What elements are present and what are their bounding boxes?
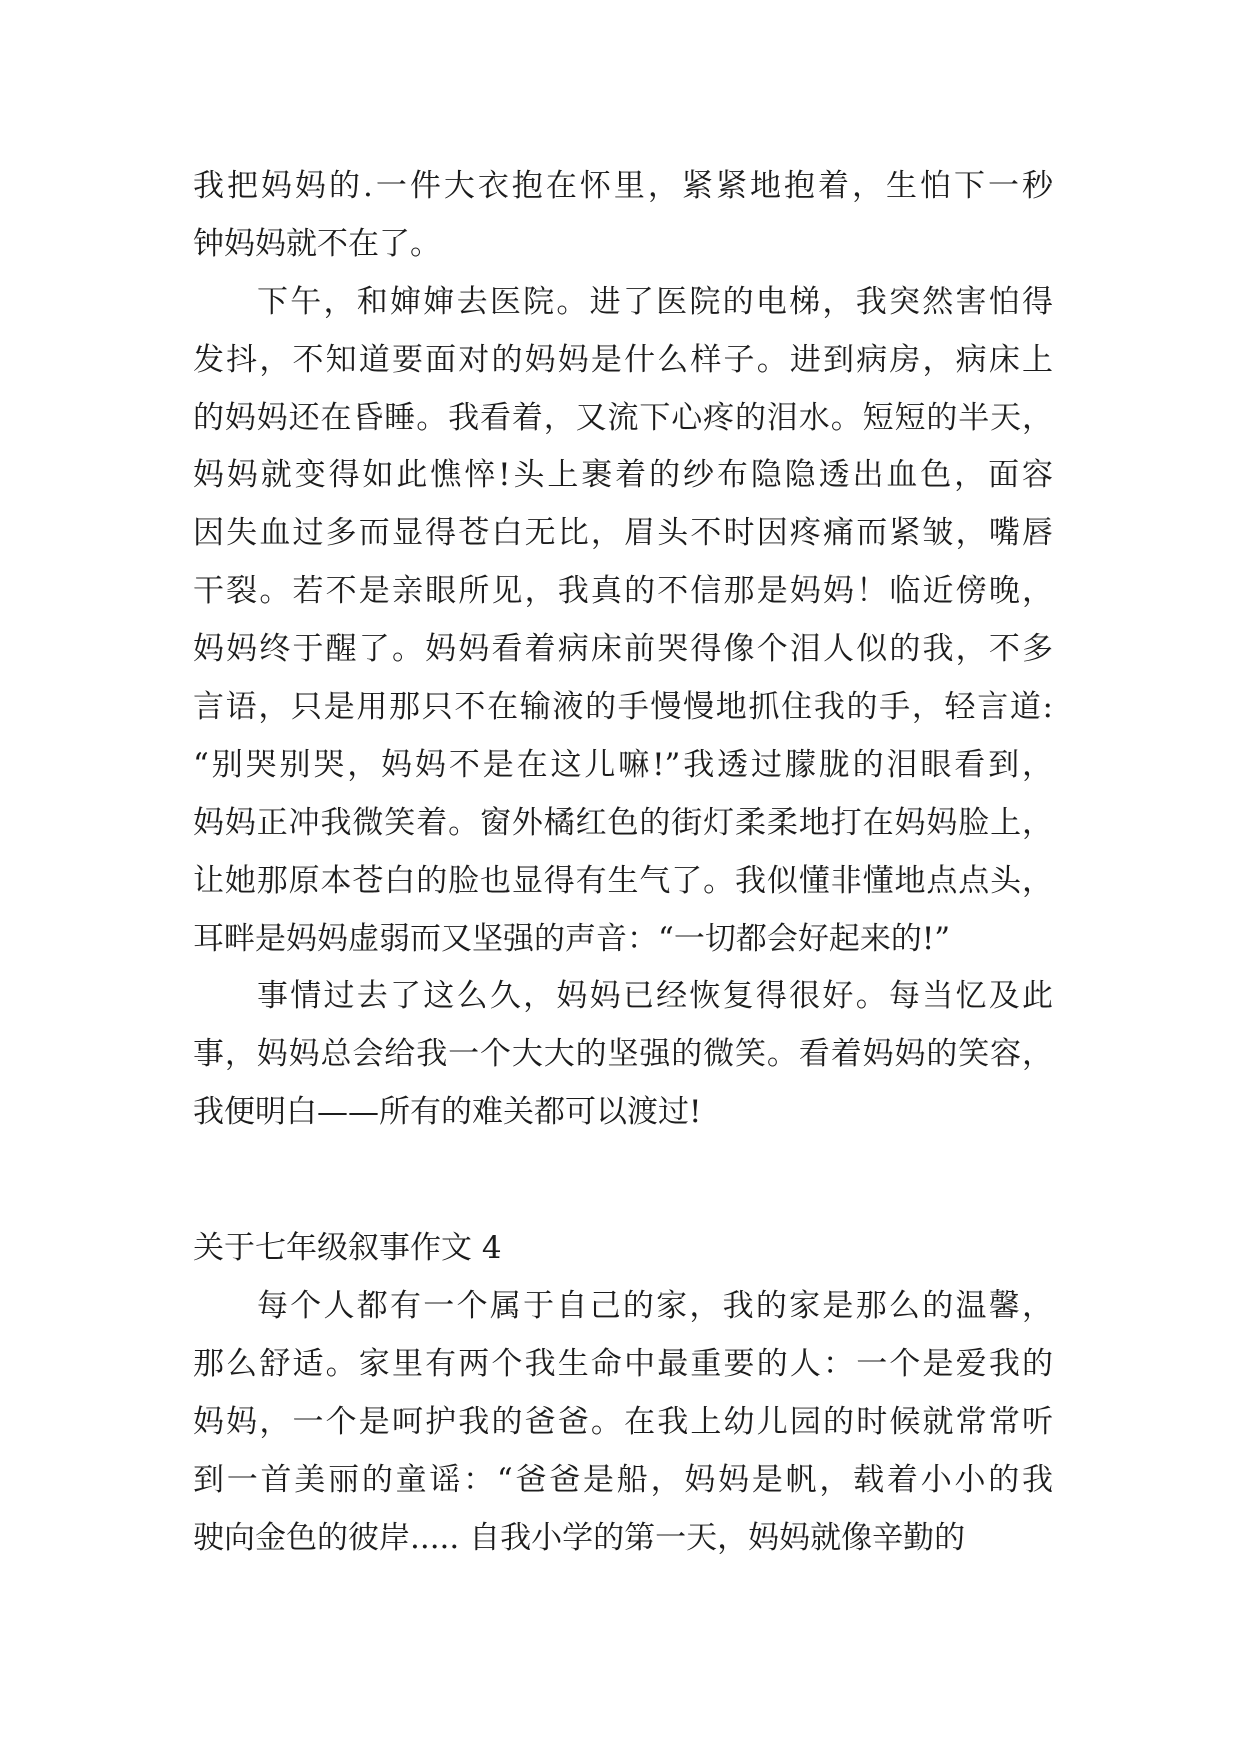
text-line: 驶向金色的彼岸..... 自我小学的第一天，妈妈就像辛勤的 [193, 1519, 966, 1556]
text-line: 让她那原本苍白的脸也显得有生气了。我似懂非懂地点点头， [193, 862, 1053, 899]
text-line: 每个人都有一个属于自己的家，我的家是那么的温馨， [257, 1288, 1053, 1325]
paragraph [193, 274, 1053, 969]
text-line: 我把妈妈的.一件大衣抱在怀里，紧紧地抱着，生怕下一秒 [193, 168, 1053, 204]
essay-4-opening [193, 1278, 1053, 1567]
essay-3-ending [193, 158, 1053, 1142]
text-line: “别哭别哭，妈妈不是在这儿嘛!”我透过朦胧的泪眼看到， [193, 746, 1053, 783]
document-body [193, 158, 1053, 1567]
text-line: 妈妈就变得如此憔悴!头上裹着的纱布隐隐透出血色，面容 [193, 457, 1053, 494]
paragraph [193, 968, 1053, 1142]
text-line: 钟妈妈就不在了。 [193, 225, 441, 262]
paragraph [193, 158, 1053, 274]
section-gap [193, 1142, 1053, 1220]
text-line: 下午，和婶婶去医院。进了医院的电梯，我突然害怕得 [257, 283, 1053, 320]
text-line: 事，妈妈总会给我一个大大的坚强的微笑。看着妈妈的笑容， [193, 1036, 1053, 1073]
text-line: 言语，只是用那只不在输液的手慢慢地抓住我的手，轻言道: [193, 689, 1053, 726]
text-line: 妈妈正冲我微笑着。窗外橘红色的街灯柔柔地打在妈妈脸上， [193, 804, 1053, 841]
paragraph [193, 1278, 1053, 1567]
text-line: 干裂。若不是亲眼所见，我真的不信那是妈妈！临近傍晚， [193, 573, 1053, 610]
text-line: 耳畔是妈妈虚弱而又坚强的声音：“一切都会好起来的!” [193, 920, 951, 957]
text-line: 那么舒适。家里有两个我生命中最重要的人：一个是爱我的 [193, 1345, 1053, 1382]
section-title: 关于七年级叙事作文 4 [193, 1230, 502, 1267]
text-line: 事情过去了这么久，妈妈已经恢复得很好。每当忆及此 [257, 978, 1053, 1015]
text-line: 我便明白——所有的难关都可以渡过! [193, 1094, 702, 1131]
text-line: 发抖，不知道要面对的妈妈是什么样子。进到病房，病床上 [193, 341, 1053, 378]
text-line: 妈妈终于醒了。妈妈看着病床前哭得像个泪人似的我，不多 [193, 631, 1053, 668]
text-line: 到一首美丽的童谣：“爸爸是船，妈妈是帆，载着小小的我 [193, 1461, 1053, 1498]
text-line: 的妈妈还在昏睡。我看着，又流下心疼的泪水。短短的半天， [193, 399, 1053, 436]
text-line: 妈妈，一个是呵护我的爸爸。在我上幼儿园的时候就常常听 [193, 1403, 1053, 1440]
text-line: 因失血过多而显得苍白无比，眉头不时因疼痛而紧皱，嘴唇 [193, 515, 1053, 552]
